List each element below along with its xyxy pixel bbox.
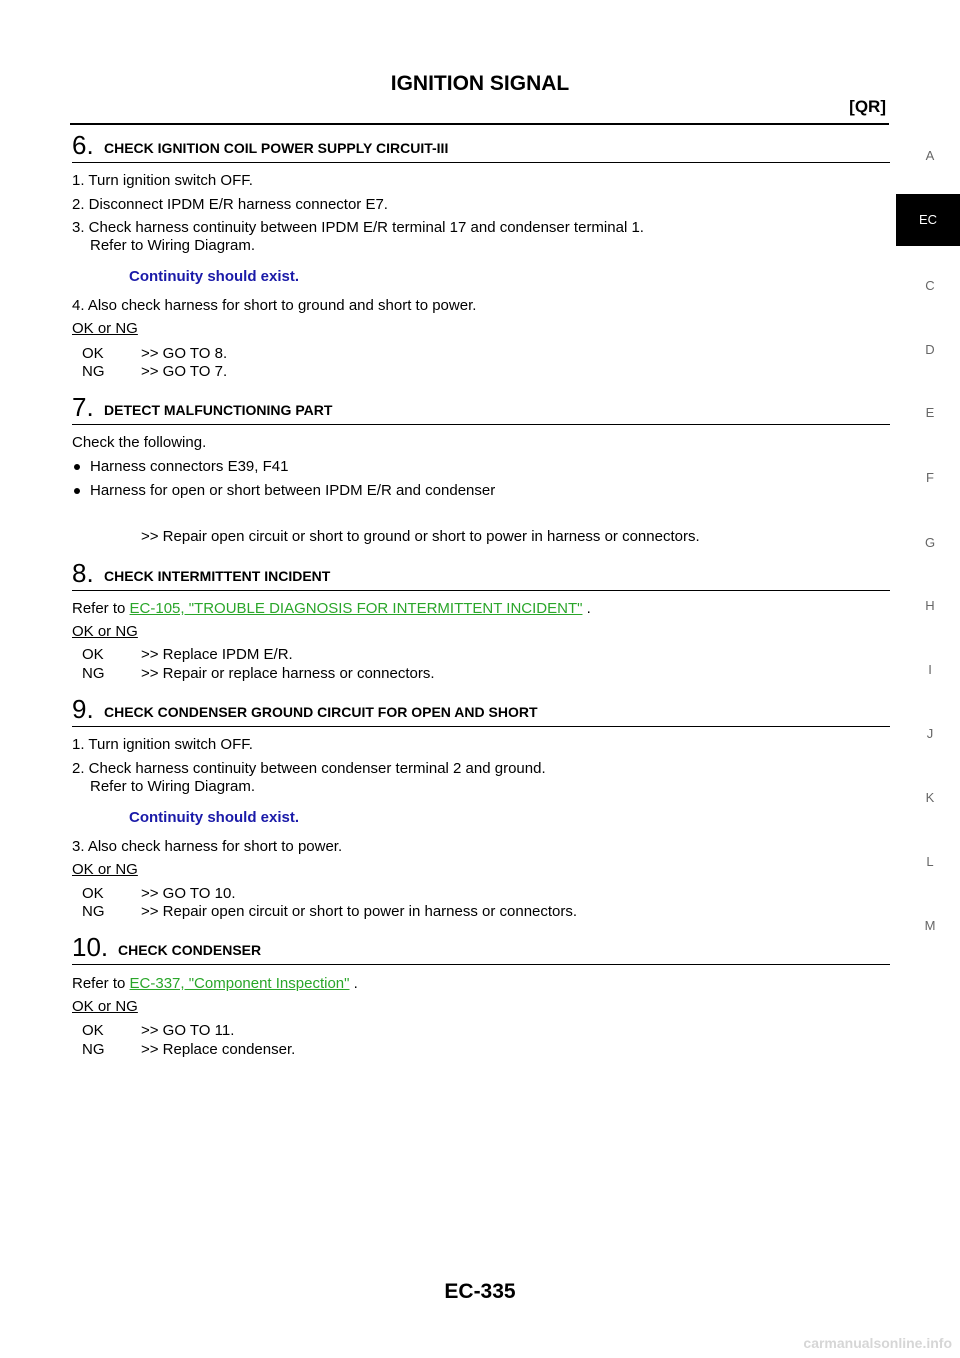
tab-g[interactable]: G xyxy=(924,535,936,550)
reference-suffix: . xyxy=(582,600,591,617)
step-number: 7. xyxy=(72,392,94,422)
tab-d[interactable]: D xyxy=(925,342,935,357)
section-code: [QR] xyxy=(849,97,886,116)
tab-k[interactable]: K xyxy=(925,790,935,805)
step-title: DETECT MALFUNCTIONING PART xyxy=(104,402,333,418)
step-9-ok-action: >> GO TO 10. xyxy=(141,885,236,902)
step-8-header xyxy=(72,560,890,591)
tab-l[interactable]: L xyxy=(926,854,934,869)
tab-j[interactable]: J xyxy=(926,726,934,741)
step-6-ng-action: >> GO TO 7. xyxy=(141,363,228,380)
page-title: IGNITION SIGNAL xyxy=(390,72,570,95)
step-title: CHECK CONDENSER GROUND CIRCUIT FOR OPEN AND SHORT xyxy=(104,704,538,720)
step-6-ok-action: >> GO TO 8. xyxy=(141,345,228,362)
step-number: 10. xyxy=(72,932,109,962)
step-6-line-1: 1. Turn ignition switch OFF. xyxy=(72,172,253,189)
step-10-ng-action: >> Replace condenser. xyxy=(141,1041,296,1058)
step-10-ok-action: >> GO TO 11. xyxy=(141,1022,235,1039)
step-6-spec: Continuity should exist. xyxy=(129,268,300,285)
tab-i[interactable]: I xyxy=(928,662,932,677)
step-9-line-3: 3. Also check harness for short to power. xyxy=(72,838,343,855)
step-title: CHECK INTERMITTENT INCIDENT xyxy=(104,568,331,584)
tab-c[interactable]: C xyxy=(925,278,935,293)
step-9-line-2: 2. Check harness continuity between condenser terminal 2 and ground. xyxy=(72,760,546,777)
step-10-header xyxy=(72,934,890,965)
step-title: CHECK CONDENSER xyxy=(118,942,262,958)
step-9-line-2b: Refer to Wiring Diagram. xyxy=(90,778,256,795)
step-7-action: >> Repair open circuit or short to ground or short to power in harness or connectors. xyxy=(141,528,700,545)
header-rule xyxy=(70,123,889,125)
tab-m[interactable]: M xyxy=(924,918,936,933)
tab-f[interactable]: F xyxy=(926,470,934,485)
step-8-ok-action: >> Replace IPDM E/R. xyxy=(141,646,293,663)
bullet-icon xyxy=(74,488,80,494)
step-6-header xyxy=(72,132,890,163)
step-number: 9. xyxy=(72,694,94,724)
step-6-okng: OK or NG xyxy=(72,320,138,337)
bullet-icon xyxy=(74,464,80,470)
step-10-okng: OK or NG xyxy=(72,998,138,1015)
ec-105-link[interactable]: EC-105, "TROUBLE DIAGNOSIS FOR INTERMITTENT INCIDENT" xyxy=(129,600,583,617)
reference-prefix: Refer to xyxy=(72,600,130,617)
step-10-reference xyxy=(72,975,358,992)
step-number: 6. xyxy=(72,130,94,160)
step-7-header xyxy=(72,394,890,425)
step-number: 8. xyxy=(72,558,94,588)
step-9-header xyxy=(72,696,890,727)
tab-ec[interactable]: EC xyxy=(896,194,960,246)
step-6-ng-key: NG xyxy=(82,363,105,380)
page-number: EC-335 xyxy=(444,1280,516,1303)
step-7-bullet-1: Harness connectors E39, F41 xyxy=(90,458,289,475)
step-10-ng-key: NG xyxy=(82,1041,105,1058)
step-7-bullet-2: Harness for open or short between IPDM E/R and condenser xyxy=(90,482,496,499)
step-8-ng-key: NG xyxy=(82,665,105,682)
tab-h[interactable]: H xyxy=(925,598,935,613)
step-8-ok-key: OK xyxy=(82,646,104,663)
step-9-ok-key: OK xyxy=(82,885,104,902)
reference-suffix: . xyxy=(349,975,358,992)
step-9-okng: OK or NG xyxy=(72,861,138,878)
ec-337-link[interactable]: EC-337, "Component Inspection" xyxy=(129,975,350,992)
step-6-line-3b: Refer to Wiring Diagram. xyxy=(90,237,256,254)
watermark: carmanualsonline.info xyxy=(803,1335,952,1351)
step-9-ng-action: >> Repair open circuit or short to power in harness or connectors. xyxy=(141,903,578,920)
step-title: CHECK IGNITION COIL POWER SUPPLY CIRCUIT-III xyxy=(104,140,449,156)
step-8-ng-action: >> Repair or replace harness or connectors. xyxy=(141,665,435,682)
reference-prefix: Refer to xyxy=(72,975,130,992)
step-8-reference xyxy=(72,600,591,617)
step-6-line-3: 3. Check harness continuity between IPDM E/R terminal 17 and condenser terminal 1. xyxy=(72,219,644,236)
step-9-line-1: 1. Turn ignition switch OFF. xyxy=(72,736,253,753)
tab-e[interactable]: E xyxy=(925,405,935,420)
step-9-ng-key: NG xyxy=(82,903,105,920)
tab-a[interactable]: A xyxy=(925,148,935,163)
step-8-okng: OK or NG xyxy=(72,623,138,640)
step-7-intro: Check the following. xyxy=(72,434,207,451)
step-9-spec: Continuity should exist. xyxy=(129,809,300,826)
step-6-line-4: 4. Also check harness for short to ground and short to power. xyxy=(72,297,477,314)
section-tab-bar xyxy=(900,0,960,1358)
step-10-ok-key: OK xyxy=(82,1022,104,1039)
step-6-ok-key: OK xyxy=(82,345,104,362)
step-6-line-2: 2. Disconnect IPDM E/R harness connector E7. xyxy=(72,196,388,213)
